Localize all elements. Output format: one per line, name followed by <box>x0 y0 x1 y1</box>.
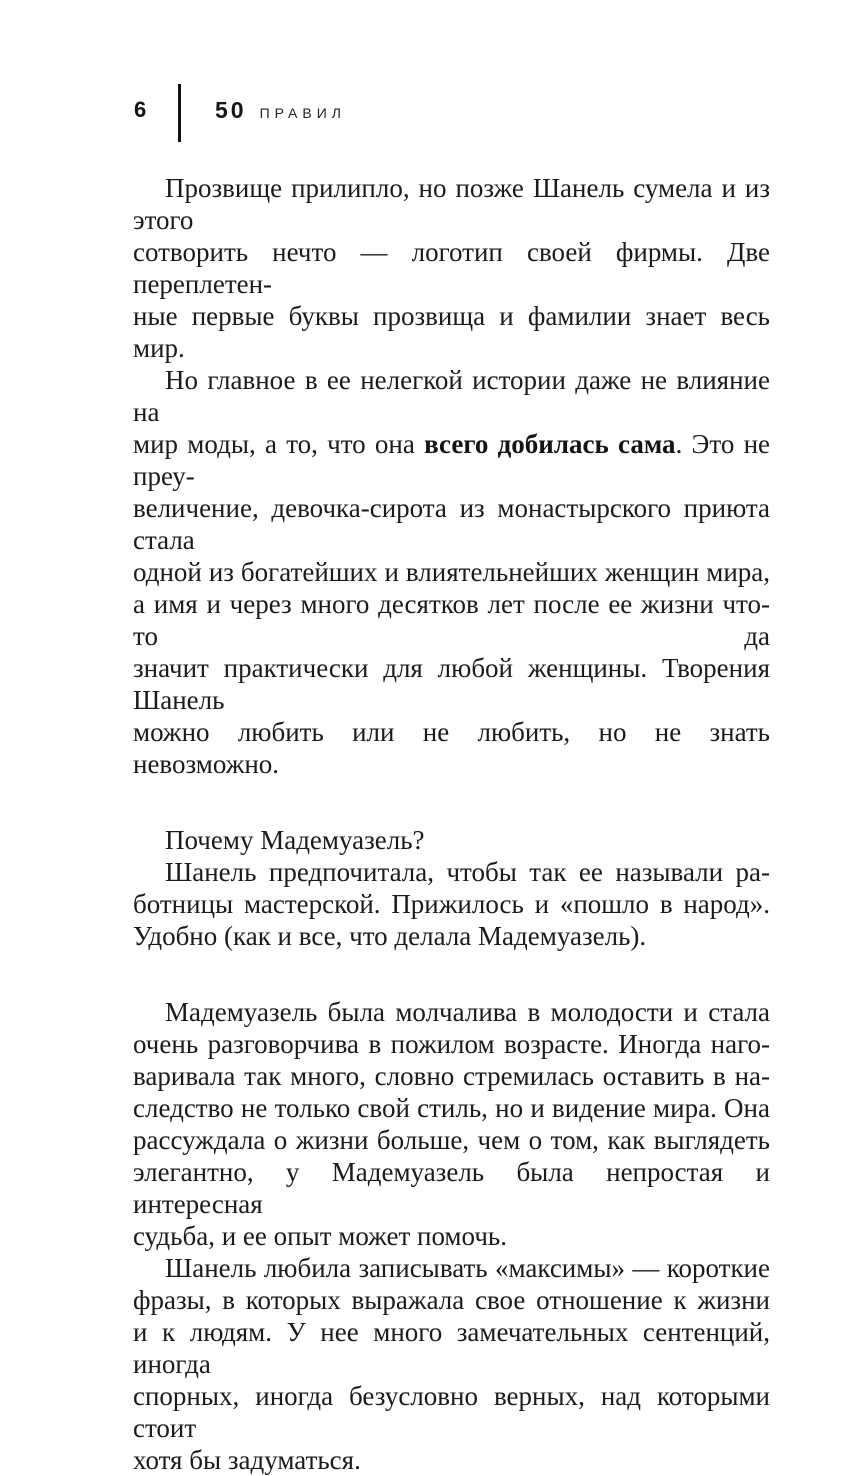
text-line: варивала так много, словно стремилась оставить в на- <box>133 1061 770 1091</box>
book-title <box>215 98 346 123</box>
text-line: сотворить нечто — логотип своей фирмы. Две переплетен- <box>133 237 770 299</box>
text-line: Шанель любила записывать «максимы» — короткие <box>165 1253 770 1283</box>
text-line: Шанель предпочитала, чтобы так ее называли ра- <box>165 857 770 887</box>
text-line: рассуждала о жизни больше, чем о том, как выглядеть <box>133 1125 770 1155</box>
text-line: можно любить или не любить, но не знать невозможно. <box>133 717 770 779</box>
text-line: фразы, в которых выражала свое отношение к жизни <box>133 1285 770 1315</box>
text-line: одной из богатейших и влиятельнейших женщин мира, <box>133 557 770 587</box>
text-line: величение, девочка-сирота из монастырского приюта стала <box>133 493 770 555</box>
text-line: ботницы мастерской. Прижилось и «пошло в народ». <box>133 889 770 919</box>
paragraph <box>133 996 770 1252</box>
text-line: ные первые буквы прозвища и фамилии знает весь мир. <box>133 301 770 363</box>
text-line: Прозвище прилипло, но позже Шанель сумела и из этого <box>133 173 770 235</box>
text-line: Мадемуазель была молчалива в молодости и стала <box>165 997 770 1027</box>
text-line: очень разговорчива в пожилом возрасте. Иногда наго- <box>133 1029 770 1059</box>
paragraph <box>133 364 770 780</box>
page-header <box>0 0 844 160</box>
book-title-number: 50 <box>215 97 247 123</box>
text-line: а имя и через много десятков лет после ее жизни что-то да <box>133 589 770 651</box>
paragraph <box>133 172 770 364</box>
text-line: судьба, и ее опыт может помочь. <box>133 1221 507 1251</box>
text-line: хотя бы задуматься. <box>133 1445 361 1475</box>
text-line: спорных, иногда безусловно верных, над которыми стоит <box>133 1381 770 1443</box>
text-line: мир моды, а то, что она всего добилась сама. Это не преу- <box>133 429 771 491</box>
book-title-word: ПРАВИЛ <box>259 105 346 121</box>
page-text <box>133 172 770 1476</box>
text-line: и к людям. У нее много замечательных сентенций, иногда <box>133 1317 770 1379</box>
header-divider <box>178 84 181 142</box>
paragraph <box>133 1252 770 1476</box>
paragraph <box>133 824 770 856</box>
page-number: 6 <box>134 97 148 122</box>
text-line: Но главное в ее нелегкой истории даже не влияние на <box>133 365 770 427</box>
text-line: следство не только свой стиль, но и видение мира. Она <box>133 1093 770 1123</box>
paragraph <box>133 856 770 952</box>
text-line: Почему Мадемуазель? <box>165 825 425 855</box>
text-line: Удобно (как и все, что делала Мадемуазель). <box>133 921 647 951</box>
text-line: значит практически для любой женщины. Творения Шанель <box>133 653 770 715</box>
text-line: элегантно, у Мадемуазель была непростая и интересная <box>133 1157 770 1219</box>
